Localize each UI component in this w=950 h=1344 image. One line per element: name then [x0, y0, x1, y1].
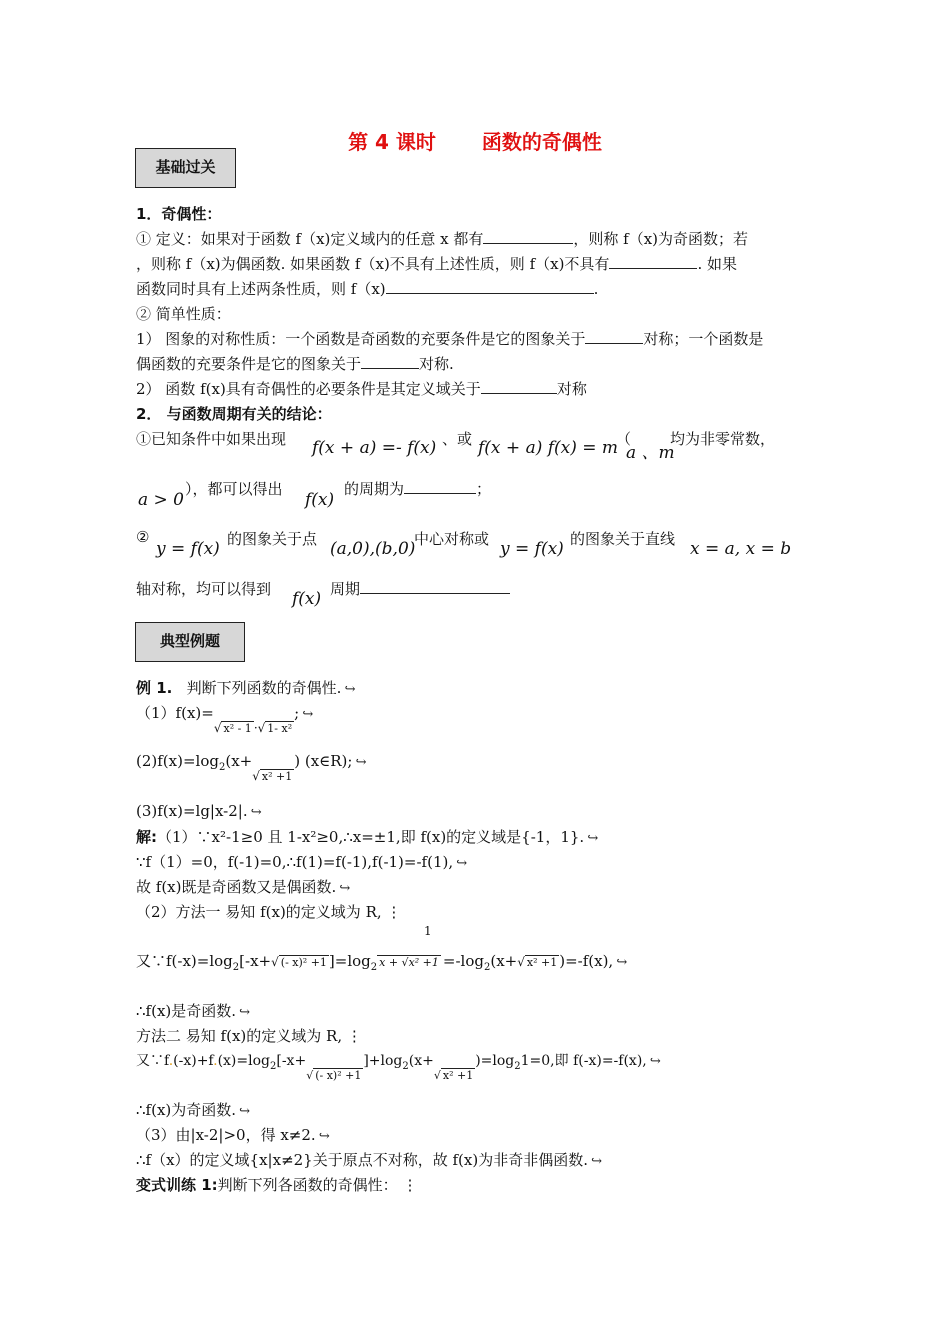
text: （1）f(x)=: [136, 704, 214, 722]
text: （2）方法一 易知 f(x)的定义域为 R,: [136, 903, 382, 921]
problem-1: $(1)f(x)=_{√ x^2 - 1 \cdot√ 1- x^2}$; ↪: [136, 704, 314, 735]
subscript: 2: [370, 962, 378, 973]
solution-10: [136, 1124, 330, 1145]
subscript: 2: [232, 962, 240, 973]
text: 对称；一个函数是: [643, 330, 764, 348]
text: [-x+: [276, 1053, 307, 1069]
text-circle2: ②: [136, 528, 150, 546]
mark-icon: ↪: [590, 1154, 602, 1169]
text: 方法二 易知 f(x)的定义域为 R,: [136, 1027, 343, 1045]
mark-icon: ↪: [302, 707, 314, 722]
subscript: 2: [514, 1060, 521, 1072]
text-about-point: 的图象关于点: [227, 530, 318, 548]
text: 对称: [556, 380, 587, 398]
variant-training-1: [136, 1174, 417, 1195]
line-both: [136, 278, 598, 299]
formula-f8: y = f(x): [500, 539, 564, 559]
mark-icon: ↪: [587, 831, 599, 846]
subscript: 2: [269, 1060, 277, 1072]
mark-icon: ↪: [239, 1005, 250, 1020]
dot: ·: [253, 721, 258, 735]
text: 判断下列各函数的奇偶性：: [217, 1176, 398, 1194]
mark-icon: ↪: [318, 1129, 330, 1144]
text: （1）∵x²-1≥0 且 1-x²≥0,∴x=±1,即 f(x)的定义域是{-1，1}.: [157, 828, 585, 846]
text: . 如果: [697, 255, 737, 273]
text: (3)f(x)=lg|x-2|.: [136, 802, 248, 820]
mark-icon: ↪: [649, 1054, 661, 1069]
text: 2） 函数 f(x)具有奇偶性的必要条件是其定义域关于: [136, 380, 481, 398]
text: ①已知条件中如果出现: [136, 430, 287, 448]
example-1-title: [136, 677, 355, 698]
text: (x+: [408, 1053, 434, 1069]
solution-5: 又$\because f(-x)=\log_2[-x+√$ (- x)² +1 ]$=\log_2$ $x + √x^2 +1 =-\log_2(x+√$ x² +1 )=-f(x), ↪: [136, 952, 628, 973]
solution-3: [136, 876, 350, 897]
text-derive: ），都可以得出: [185, 480, 283, 498]
text: ∴f(x)是奇函数.: [136, 1002, 237, 1020]
radicand: x² +1: [442, 1069, 474, 1082]
line-necessary: [136, 378, 587, 399]
mark-icon: ↪: [239, 1104, 250, 1119]
text: (x+: [225, 752, 253, 770]
mark-icon: ↪: [339, 881, 351, 896]
solution-4: [136, 901, 401, 922]
formula-f4: a > 0: [138, 490, 185, 510]
text: （3）由|x-2|>0，得 x≠2.: [136, 1126, 316, 1144]
text: ∴f(x)为奇函数.: [136, 1101, 237, 1119]
text: ;: [294, 704, 300, 722]
text: 周期: [330, 580, 361, 598]
text: (x+: [490, 952, 518, 970]
section-box-examples: 典型例题: [135, 622, 245, 662]
line-period-blank: [330, 578, 510, 599]
solution-9: [136, 1099, 250, 1120]
text: 故 f(x)既是奇函数又是偶函数.: [136, 878, 337, 896]
text-or: 、或: [442, 430, 473, 448]
text: ⋮: [402, 1176, 418, 1194]
blank-7[interactable]: [404, 479, 476, 494]
line-period-cond: [136, 428, 286, 449]
section-box-basic: 基础过关: [135, 148, 236, 188]
line-simple-props: ② 简单性质：: [136, 305, 231, 323]
problem-2: $(2)f(x)=\log_2(x+_{√ x^2 +1})$ (x∈R); ↪: [136, 752, 367, 783]
text: 1=0,即 f(-x)=-f(x),: [520, 1053, 647, 1069]
frac-numerator: 1: [424, 924, 432, 938]
text: 的周期为: [344, 480, 405, 498]
label: 例 1.: [136, 679, 173, 697]
text-center-sym: 中心对称或: [414, 530, 490, 548]
text-about-line: 的图象关于直线: [570, 530, 676, 548]
formula-f1: f(x + a) =- f(x): [312, 438, 437, 458]
text: ∴f（x）的定义域{x|x≠2}关于原点不对称，故 f(x)为非奇非偶函数.: [136, 1151, 588, 1169]
text: 判断下列函数的奇偶性.: [186, 679, 342, 697]
text: 函数同时具有上述两条性质，则 f（x): [136, 280, 386, 298]
line-definition: [136, 228, 748, 249]
text: (x)=log: [217, 1053, 270, 1069]
blank-2[interactable]: [609, 254, 697, 269]
line-symmetry-2: [136, 353, 454, 374]
solution-2: [136, 851, 467, 872]
subscript: 2: [402, 1060, 409, 1072]
text: 又∵f(-x)=log: [136, 952, 233, 970]
heading-period: 2． 与函数周期有关的结论：: [136, 405, 332, 423]
blank-3[interactable]: [386, 279, 594, 294]
text-axis-sym: 轴对称，均可以得到: [136, 580, 272, 598]
text: 1） 图象的对称性质：一个函数是奇函数的充要条件是它的图象关于: [136, 330, 586, 348]
problem-3: [136, 802, 262, 820]
radicand: (- x)² +1: [315, 1069, 362, 1082]
mark-icon: ↪: [616, 955, 628, 970]
text: )=log: [475, 1053, 515, 1069]
mark-icon: ↪: [250, 805, 262, 820]
formula-f10: f(x): [292, 589, 322, 609]
frac-denominator: x + √x² +1: [379, 956, 439, 969]
solution-6: [136, 1000, 250, 1021]
solution-1: [136, 826, 598, 847]
mark-icon: ↪: [344, 682, 356, 697]
line-even: [136, 253, 737, 274]
blank-5[interactable]: [361, 354, 419, 369]
radicand: x² +1: [261, 770, 293, 783]
line-symmetry-1: [136, 328, 763, 349]
text: ，则称 f（x)为偶函数. 如果函数 f（x)不具有上述性质，则 f（x)不具有: [136, 255, 610, 273]
solution-11: [136, 1149, 602, 1170]
text-nonzero: 均为非零常数，: [670, 430, 776, 448]
text: ；: [476, 480, 492, 498]
text: .: [593, 280, 599, 298]
radicand: (- x)² +1: [280, 956, 327, 969]
text: =-log: [442, 952, 484, 970]
subscript: 2: [218, 762, 226, 773]
text: ∵f（1）=0，f(-1)=0,∴f(1)=f(-1),f(-1)=-f(1),: [136, 853, 454, 871]
formula-f6: y = f(x): [156, 539, 220, 559]
blank-6[interactable]: [481, 379, 557, 394]
line-period-is: [344, 478, 491, 499]
text: [-x+: [239, 952, 272, 970]
formula-f9: x = a, x = b: [690, 539, 792, 559]
text: ⋮: [346, 1027, 362, 1045]
title-lesson: 第 4 课时: [348, 130, 436, 154]
text: ) (x∈R);: [294, 752, 353, 770]
solution-7: [136, 1025, 362, 1046]
mark-icon: ↪: [355, 755, 367, 770]
text: ，则称 f（x)为奇函数；若: [573, 230, 749, 248]
text: )=-f(x),: [559, 952, 614, 970]
blank-4[interactable]: [585, 329, 643, 344]
formula-f7: (a,0),(b,0): [330, 539, 416, 559]
radicand: x² - 1: [223, 722, 252, 735]
blank-8[interactable]: [360, 579, 510, 594]
heading-parity: 1．奇偶性：: [136, 205, 222, 223]
text: ]=log: [328, 952, 371, 970]
solution-8: 又$\because f.(-x)+f.(x)=\log_2[-x+_{√ (- x)^2 +1}]+\log_2(x+_{√ x^2 +1})=\log_21=0$,即 f(-x)=-f(x), ↪: [136, 1053, 661, 1082]
formula-f5: f(x): [305, 490, 335, 510]
formula-f3: a 、m: [626, 443, 675, 463]
text: 偶函数的充要条件是它的图象关于: [136, 355, 362, 373]
radicand: x² +1: [526, 956, 558, 969]
text: (-x)+f: [173, 1053, 214, 1069]
title-topic: 函数的奇偶性: [481, 130, 602, 154]
formula-f2: f(x + a) f(x) = m: [478, 438, 619, 458]
mark-icon: ↪: [456, 856, 468, 871]
text: ① 定义：如果对于函数 f（x)定义域内的任意 x 都有: [136, 230, 484, 248]
blank-1[interactable]: [483, 229, 573, 244]
label: 变式训练 1:: [136, 1176, 218, 1194]
text: ⋮: [386, 903, 402, 921]
text: 对称.: [419, 355, 454, 373]
text: 又∵f: [136, 1053, 169, 1069]
text-paren: （: [616, 430, 632, 448]
text: ]+log: [363, 1053, 403, 1069]
radicand: 1- x²: [267, 722, 293, 735]
subscript: 2: [483, 962, 491, 973]
text: (2)f(x)=log: [136, 752, 219, 770]
label: 解:: [136, 828, 157, 846]
